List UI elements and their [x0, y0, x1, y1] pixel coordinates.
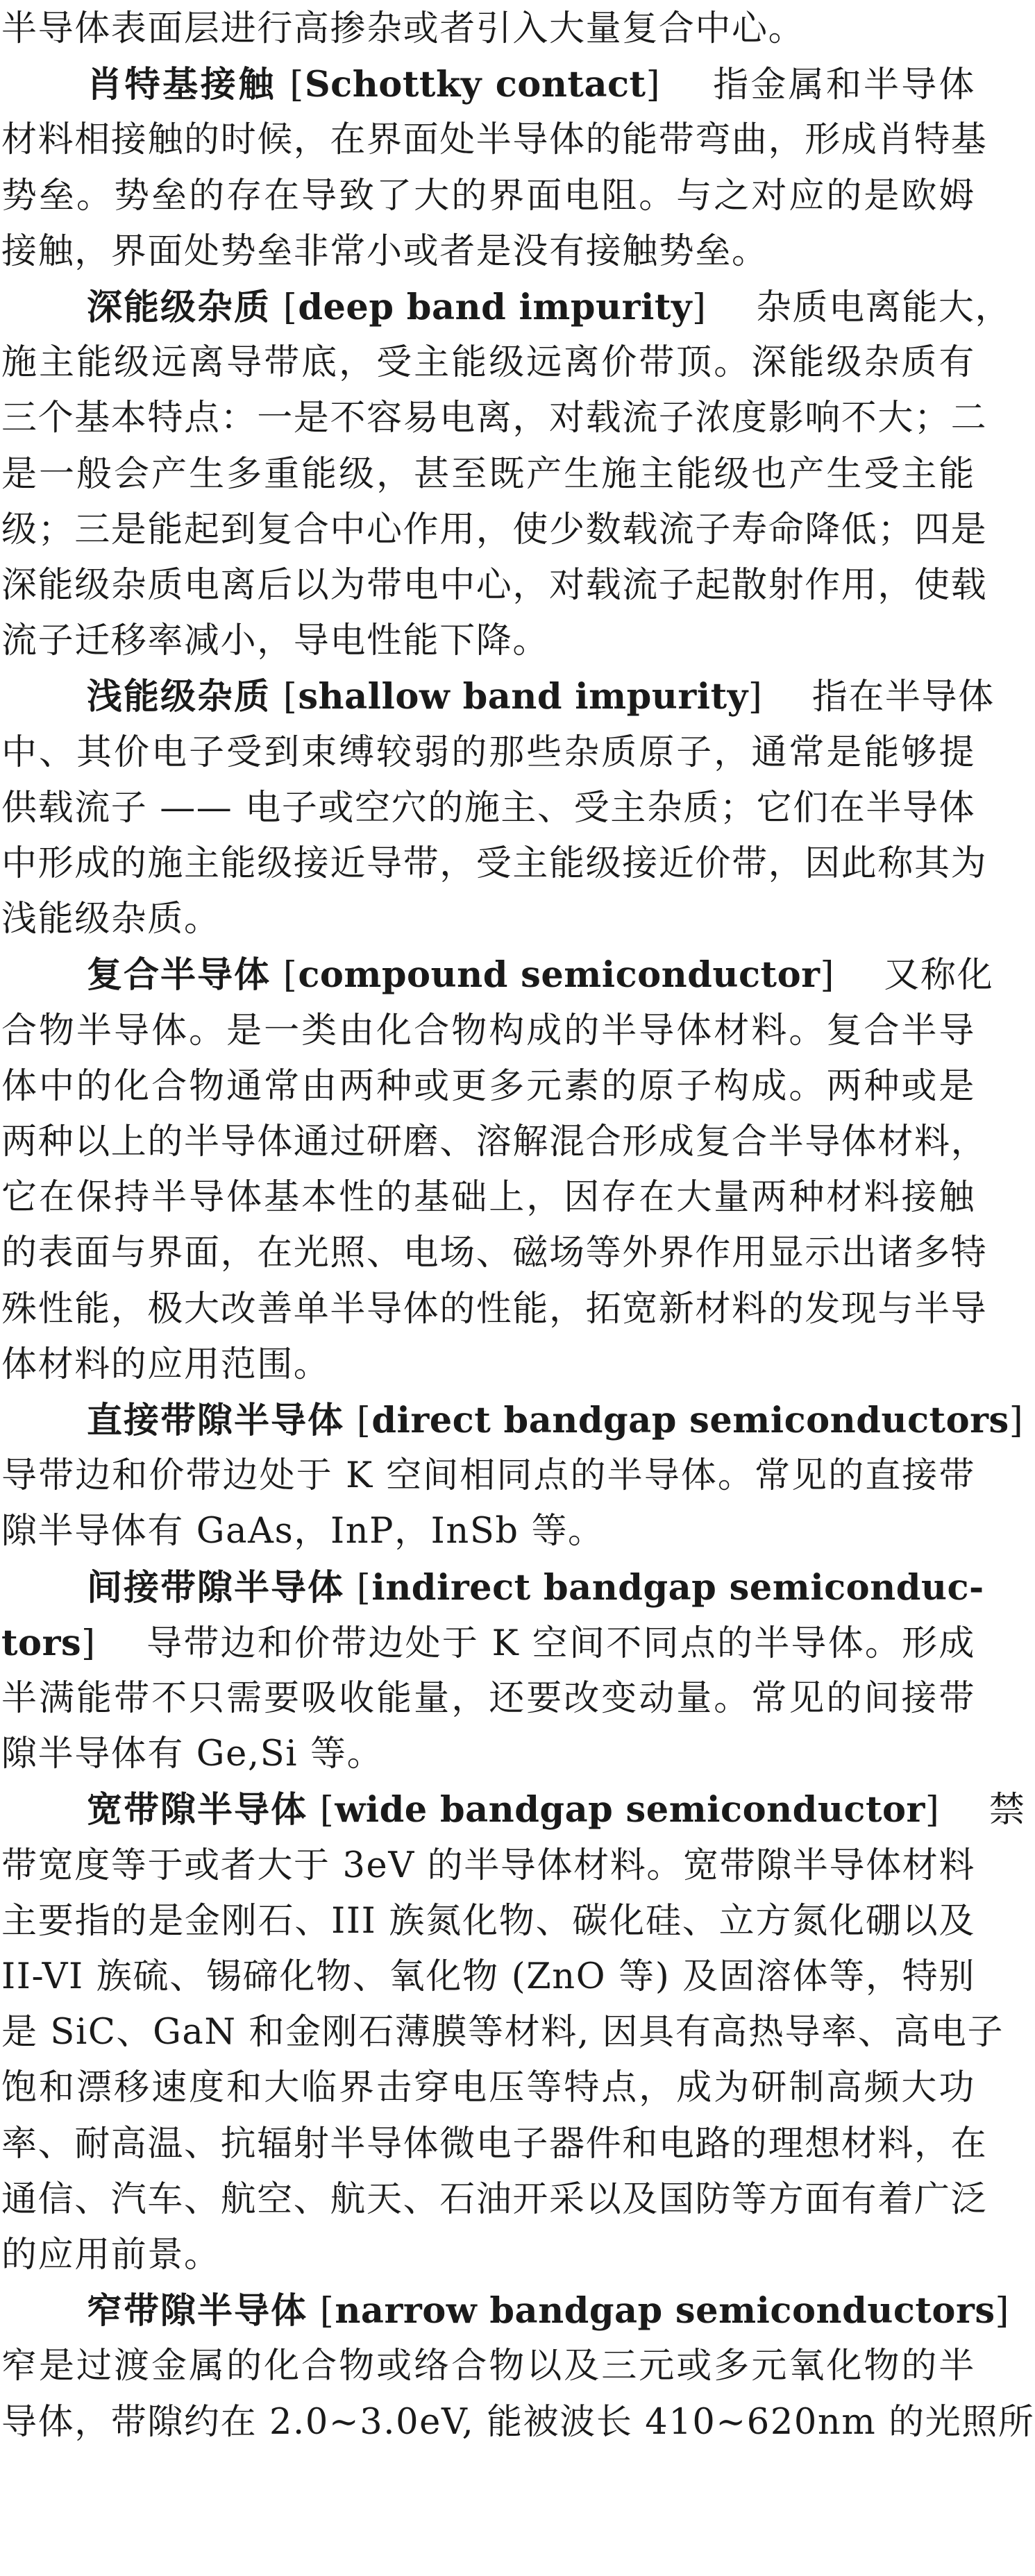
text-line	[1, 1728, 975, 1781]
text-line	[1, 448, 975, 501]
text-line	[1, 1895, 975, 1948]
text-segment: 中、其价电子受到束缚较弱的那些杂质原子，通常是能够提	[1, 731, 975, 773]
text-segment: 中形成的施主能级接近导带，受主能级接近价带，因此称其为	[1, 843, 988, 884]
text-line	[1, 2396, 1035, 2449]
text-line	[1, 1283, 988, 1336]
text-segment: ]	[995, 2291, 1011, 2332]
text-segment: 级；三是能起到复合中心作用，使少数载流子寿命降低；四是	[1, 509, 988, 550]
text-segment: 隙半导体有 GaAs，InP，InSb 等。	[1, 1511, 605, 1552]
text-segment: 通信、汽车、航空、航天、石油开采以及国防等方面有着广泛	[1, 2178, 988, 2220]
text-segment: [	[271, 287, 298, 328]
text-segment: 殊性能，极大改善单半导体的性能，拓宽新材料的发现与半导	[1, 1288, 988, 1330]
text-line	[1, 727, 975, 779]
entry-heading-line	[1, 949, 994, 1001]
term-english: compound semiconductor	[298, 954, 821, 997]
text-line	[1, 1450, 975, 1502]
text-segment: [	[271, 677, 298, 718]
text-segment: 体中的化合物通常由两种或更多元素的原子构成。两种或是	[1, 1065, 975, 1107]
text-line	[1, 893, 975, 946]
text-line	[1, 2340, 975, 2393]
text-line	[1, 2062, 975, 2115]
entry-heading-line	[1, 58, 975, 111]
text-segment: 是一般会产生多重能级，甚至既产生施主能级也产生受主能	[1, 453, 975, 495]
text-line	[1, 1005, 975, 1058]
text-segment: 饱和漂移速度和大临界击穿电压等特点，成为研制高频大功	[1, 2067, 975, 2109]
text-segment: 窄是过渡金属的化合物或络合物以及三元或多元氧化物的半	[1, 2346, 975, 2387]
text-segment: 供载流子 —— 电子或空穴的施主、受主杂质；它们在半导体	[1, 787, 976, 829]
term-title: 窄带隙半导体	[87, 2291, 308, 2332]
text-segment: 势垒。势垒的存在导致了大的界面电阻。与之对应的是欧姆	[1, 175, 975, 217]
text-segment: ] 杂质电离能大，	[692, 287, 1012, 328]
text-segment: 三个基本特点：一是不容易电离，对载流子浓度影响不大；二	[1, 398, 988, 439]
text-segment: 半导体表面层进行高掺杂或者引入大量复合中心。	[1, 8, 805, 49]
term-english: direct bandgap semiconductors	[371, 1400, 1009, 1441]
text-line	[1, 615, 975, 668]
text-segment: 体材料的应用范围。	[1, 1344, 330, 1385]
text-segment: 材料相接触的时候，在界面处半导体的能带弯曲，形成肖特基	[1, 119, 988, 161]
text-line	[1, 1617, 975, 1670]
text-line	[1, 838, 988, 890]
term-english: deep band impurity	[298, 287, 693, 328]
text-segment: 浅能级杂质。	[1, 899, 221, 940]
text-line	[1, 337, 975, 389]
text-line	[1, 114, 988, 167]
text-segment: 半满能带不只需要吸收能量，还要改变动量。常见的间接带	[1, 1678, 975, 1719]
text-segment: 带宽度等于或者大于 3eV 的半导体材料。宽带隙半导体材料	[1, 1845, 975, 1886]
term-english: shallow band impurity	[298, 676, 748, 718]
text-segment: [	[344, 1400, 372, 1441]
text-segment: [	[308, 2291, 335, 2332]
text-line	[1, 1060, 975, 1113]
term-title: 深能级杂质	[87, 287, 271, 328]
text-segment: 率、耐高温、抗辐射半导体微电子器件和电路的理想材料，在	[1, 2123, 988, 2164]
term-title: 肖特基接触	[87, 65, 276, 106]
text-line	[1, 504, 988, 557]
text-segment: 主要指的是金刚石、III 族氮化物、碳化硅、立方氮化硼以及	[1, 1900, 975, 1942]
text-segment: 导体，带隙约在 2.0∼3.0eV, 能被波长 410∼620nm 的光照所	[1, 2401, 1035, 2443]
text-line	[1, 1339, 975, 1391]
text-segment: ] 又称化	[820, 955, 994, 997]
text-segment: 的表面与界面，在光照、电场、磁场等外界作用显示出诸多特	[1, 1232, 988, 1274]
term-title: 直接带隙半导体	[87, 1400, 345, 1441]
text-segment: ] 导带边和价带边处于 K 空间不同点的半导体。形成	[81, 1622, 975, 1664]
entry-heading-line	[1, 1783, 1026, 1836]
term-title: 间接带隙半导体	[87, 1567, 345, 1609]
entry-heading-line	[1, 670, 995, 723]
text-line	[1, 1505, 975, 1558]
text-line	[1, 1672, 975, 1725]
text-line	[1, 392, 988, 445]
text-line	[1, 1951, 975, 2003]
text-segment: 流子迁移率减小，导电性能下降。	[1, 620, 550, 662]
term-english: indirect bandgap semiconduc-	[371, 1566, 984, 1609]
term-english: Schottky contact	[304, 64, 646, 106]
text-segment: 两种以上的半导体通过研磨、溶解混合形成复合半导体材料，	[1, 1121, 988, 1162]
text-segment: 施主能级远离导带底，受主能级远离价带顶。深能级杂质有	[1, 342, 975, 384]
text-segment: 深能级杂质电离后以为带电中心，对载流子起散射作用，使载	[1, 565, 988, 606]
term-english: tors	[1, 1622, 82, 1664]
text-segment: 隙半导体有 Ge,Si 等。	[1, 1734, 384, 1775]
text-segment: [	[308, 1790, 335, 1831]
term-title: 浅能级杂质	[87, 677, 271, 718]
text-line	[1, 1227, 988, 1280]
term-title: 宽带隙半导体	[87, 1790, 308, 1831]
entry-heading-line	[1, 2285, 1011, 2337]
text-line	[1, 226, 975, 278]
text-segment: 合物半导体。是一类由化合物构成的半导体材料。复合半导	[1, 1010, 975, 1051]
text-segment: 是 SiC、GaN 和金刚石薄膜等材料, 因具有高热导率、高电子	[1, 2012, 1004, 2053]
text-segment: ] 指金属和半导体	[646, 65, 976, 106]
entry-heading-line	[1, 281, 1012, 334]
entry-heading-line	[1, 1561, 984, 1614]
text-segment: ]	[1009, 1400, 1025, 1441]
text-segment: 的应用前景。	[1, 2235, 221, 2276]
text-line	[1, 2174, 988, 2226]
text-line	[1, 782, 975, 835]
text-line	[1, 1116, 988, 1169]
text-line	[1, 2006, 1004, 2059]
text-segment: ] 指在半导体	[748, 677, 995, 718]
text-segment: [	[344, 1567, 372, 1609]
term-title: 复合半导体	[87, 955, 271, 997]
text-segment: 接触，界面处势垒非常小或者是没有接触势垒。	[1, 230, 768, 272]
entry-heading-line	[1, 1394, 1025, 1447]
text-line	[1, 2118, 988, 2171]
term-english: wide bandgap semiconductor	[335, 1789, 925, 1831]
text-segment: 它在保持半导体基本性的基础上，因存在大量两种材料接触	[1, 1177, 975, 1219]
text-line	[1, 2229, 975, 2282]
text-line	[1, 170, 975, 223]
term-english: narrow bandgap semiconductors	[335, 2290, 995, 2332]
text-segment: [	[276, 65, 305, 106]
text-segment: [	[271, 955, 298, 997]
text-line	[1, 3, 975, 56]
text-segment: II-VI 族硫、锡碲化物、氧化物 (ZnO 等) 及固溶体等，特别	[1, 1956, 975, 1997]
text-line	[1, 1171, 975, 1224]
text-segment: ] 禁	[925, 1790, 1026, 1831]
text-segment: 导带边和价带边处于 K 空间相同点的半导体。常见的直接带	[1, 1455, 975, 1497]
text-line	[1, 559, 988, 612]
text-line	[1, 1840, 975, 1892]
